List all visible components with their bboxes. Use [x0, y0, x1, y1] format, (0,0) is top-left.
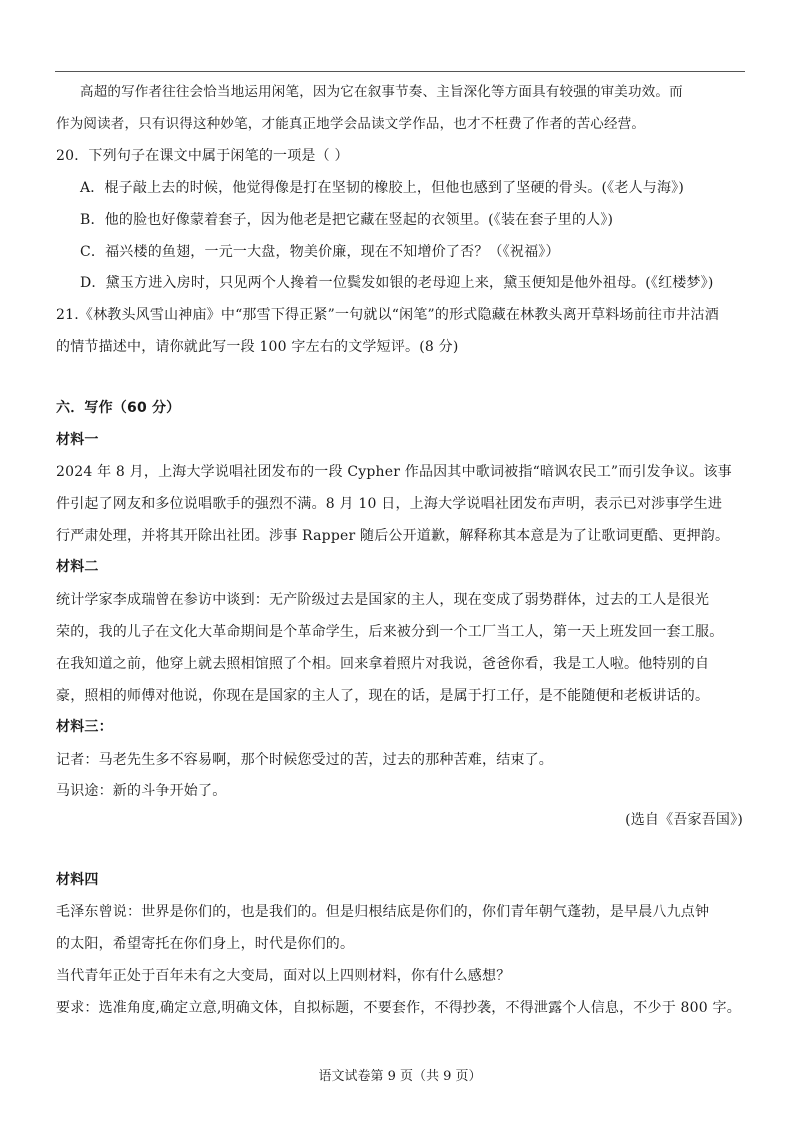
material-1-line: 行严肃处理，并将其开除出社团。涉事 Rapper 随后公开道歉，解释称其本意是为了让歌词更酷、更押韵。: [56, 528, 730, 544]
question-21-line: 的情节描述中，请你就此写一段 100 字左右的文学短评。(8 分): [56, 339, 459, 355]
question-21-line: 21.《林教头风雪山神庙》中“那雪下得正紧”一句就以“闲笔”的形式隐藏在林教头离开草料场前往市井沽酒: [56, 307, 719, 323]
material-4-title: 材料四: [56, 872, 99, 888]
material-2-line: 荣的，我的儿子在文化大革命期间是个革命学生，后来被分到一个工厂当工人，第一天上班发回一套工服。: [56, 624, 724, 640]
material-4-line: 毛泽东曾说：世界是你们的，也是我们的。但是归根结底是你们的，你们青年朝气蓬勃，是早晨八九点钟: [56, 904, 710, 920]
material-1-title: 材料一: [56, 432, 99, 448]
material-4-line: 的太阳，希望寄托在你们身上，时代是你们的。: [56, 936, 355, 952]
question-20-option-a: A．棍子敲上去的时候，他觉得像是打在坚韧的橡胶上，但他也感到了坚硬的骨头。(《老人与海》): [80, 180, 685, 196]
writing-requirements: 要求：选准角度,确定立意,明确文体，自拟标题，不要套作，不得抄袭，不得泄露个人信息，不少于 800 字。: [56, 1000, 741, 1016]
question-20-option-d: D．黛玉方进入房时，只见两个人搀着一位鬓发如银的老母迎上来，黛玉便知是他外祖母。(《红楼梦》): [80, 275, 714, 291]
material-2-line: 统计学家李成瑞曾在参访中谈到：无产阶级过去是国家的主人，现在变成了弱势群体，过去的工人是很光: [56, 592, 710, 608]
material-1-line: 2024 年 8 月，上海大学说唱社团发布的一段 Cypher 作品因其中歌词被指“暗讽农民工”而引发争议。该事: [56, 464, 732, 480]
top-divider: [55, 71, 745, 72]
section-heading: 六．写作（60 分）: [56, 400, 181, 416]
intro-line: 作为阅读者，只有识得这种妙笔，才能真正地学会品读文学作品，也才不枉费了作者的苦心经营。: [56, 116, 646, 132]
material-1-line: 件引起了网友和多位说唱歌手的强烈不满。8 月 10 日，上海大学说唱社团发布声明，表示已对涉事学生进: [56, 496, 723, 512]
material-3-title: 材料三：: [56, 719, 113, 735]
intro-line: 高超的写作者往往会恰当地运用闲笔，因为它在叙事节奏、主旨深化等方面具有较强的审美功效。而: [80, 84, 683, 100]
material-3-source: (选自《吾家吾国》): [625, 812, 743, 828]
question-20-option-b: B．他的脸也好像蒙着套子，因为他老是把它藏在竖起的衣领里。(《装在套子里的人》): [80, 212, 614, 228]
writing-prompt: 当代青年正处于百年未有之大变局，面对以上四则材料，你有什么感想？: [56, 968, 511, 984]
material-2-line: 在我知道之前，他穿上就去照相馆照了个相。回来拿着照片对我说，爸爸你看，我是工人啦。他特别的自: [56, 656, 710, 672]
material-2-title: 材料二: [56, 559, 99, 575]
page-footer: 语文试卷第 9 页（共 9 页）: [318, 1069, 482, 1084]
material-3-line: 记者：马老先生多不容易啊，那个时候您受过的苦，过去的那种苦难，结束了。: [56, 752, 553, 768]
question-20-stem: 20．下列句子在课文中属于闲笔的一项是（ ）: [56, 148, 349, 164]
material-3-line: 马识途：新的斗争开始了。: [56, 783, 227, 799]
material-2-line: 豪，照相的师傅对他说，你现在是国家的主人了，现在的话，是属于打工仔，是不能随便和老板讲话的。: [56, 688, 710, 704]
question-20-option-c: C．福兴楼的鱼翅，一元一大盘，物美价廉，现在不知增价了否？（《祝福》）: [80, 244, 560, 260]
